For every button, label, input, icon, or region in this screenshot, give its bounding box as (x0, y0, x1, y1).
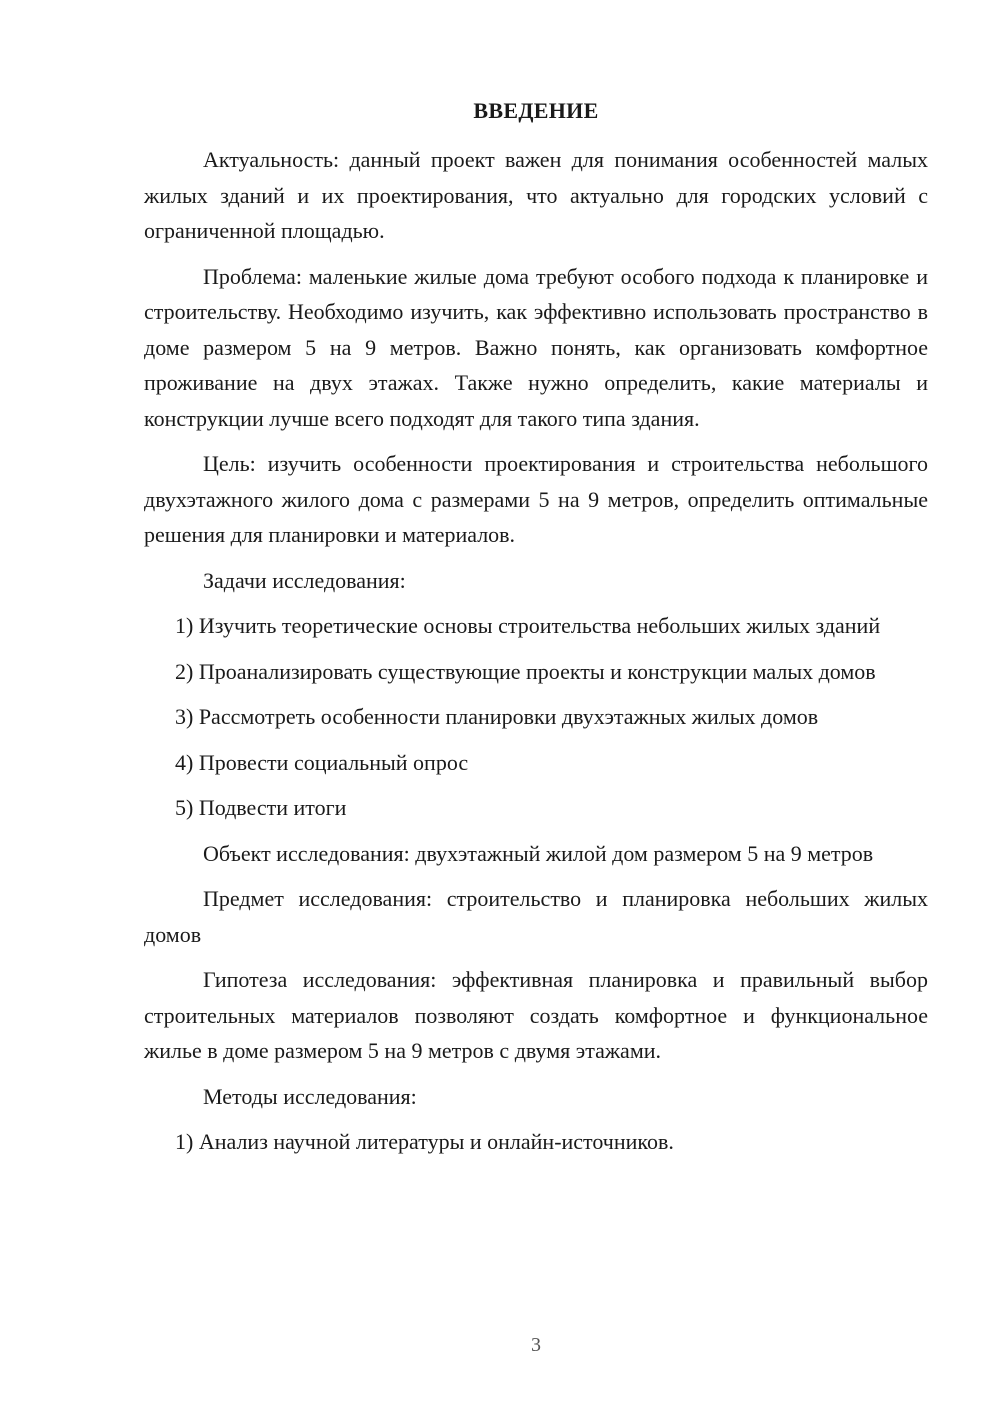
task-item-5: 5) Подвести итоги (175, 795, 347, 820)
problem-paragraph: Проблема: маленькие жилые дома требуют особого подхода к планировке и строительству. Необходимо изучить, как эффективно использовать пространство в доме размером 5 на 9 метров. Важно понять, как организовать комфортное проживание на двух этажах. Также нужно определить, какие материалы и конструкции лучше всего подходят для такого типа здания. (144, 263, 928, 431)
relevance-paragraph: Актуальность: данный проект важен для понимания особенностей малых жилых зданий и их проектирования, что актуально для городских условий с ограниченной площадью. (144, 147, 928, 243)
document-body (144, 142, 928, 1170)
task-item-2: 2) Проанализировать существующие проекты и конструкции малых домов (175, 658, 876, 684)
section-heading: ВВЕДЕНИЕ (473, 98, 599, 123)
task-item-1: 1) Изучить теоретические основы строительства небольших жилых зданий (175, 613, 881, 638)
object-paragraph: Объект исследования: двухэтажный жилой дом размером 5 на 9 метров (203, 840, 874, 866)
task-item-3: 3) Рассмотреть особенности планировки двухэтажных жилых домов (175, 704, 819, 729)
page-number: 3 (531, 1334, 541, 1356)
hypothesis-paragraph: Гипотеза исследования: эффективная планировка и правильный выбор строительных материалов позволяют создать комфортное и функциональное жилье в доме размером 5 на 9 метров с двумя этажами. (144, 967, 928, 1063)
methods-title: Методы исследования: (203, 1083, 417, 1109)
goal-paragraph: Цель: изучить особенности проектирования и строительства небольшого двухэтажного жилого дома с размерами 5 на 9 метров, определить оптимальные решения для планировки и материалов. (144, 451, 928, 547)
tasks-title: Задачи исследования: (203, 567, 406, 593)
method-item-1: 1) Анализ научной литературы и онлайн-источников. (175, 1129, 674, 1154)
subject-paragraph: Предмет исследования: строительство и планировка небольших жилых домов (144, 886, 928, 947)
task-item-4: 4) Провести социальный опрос (175, 749, 469, 775)
